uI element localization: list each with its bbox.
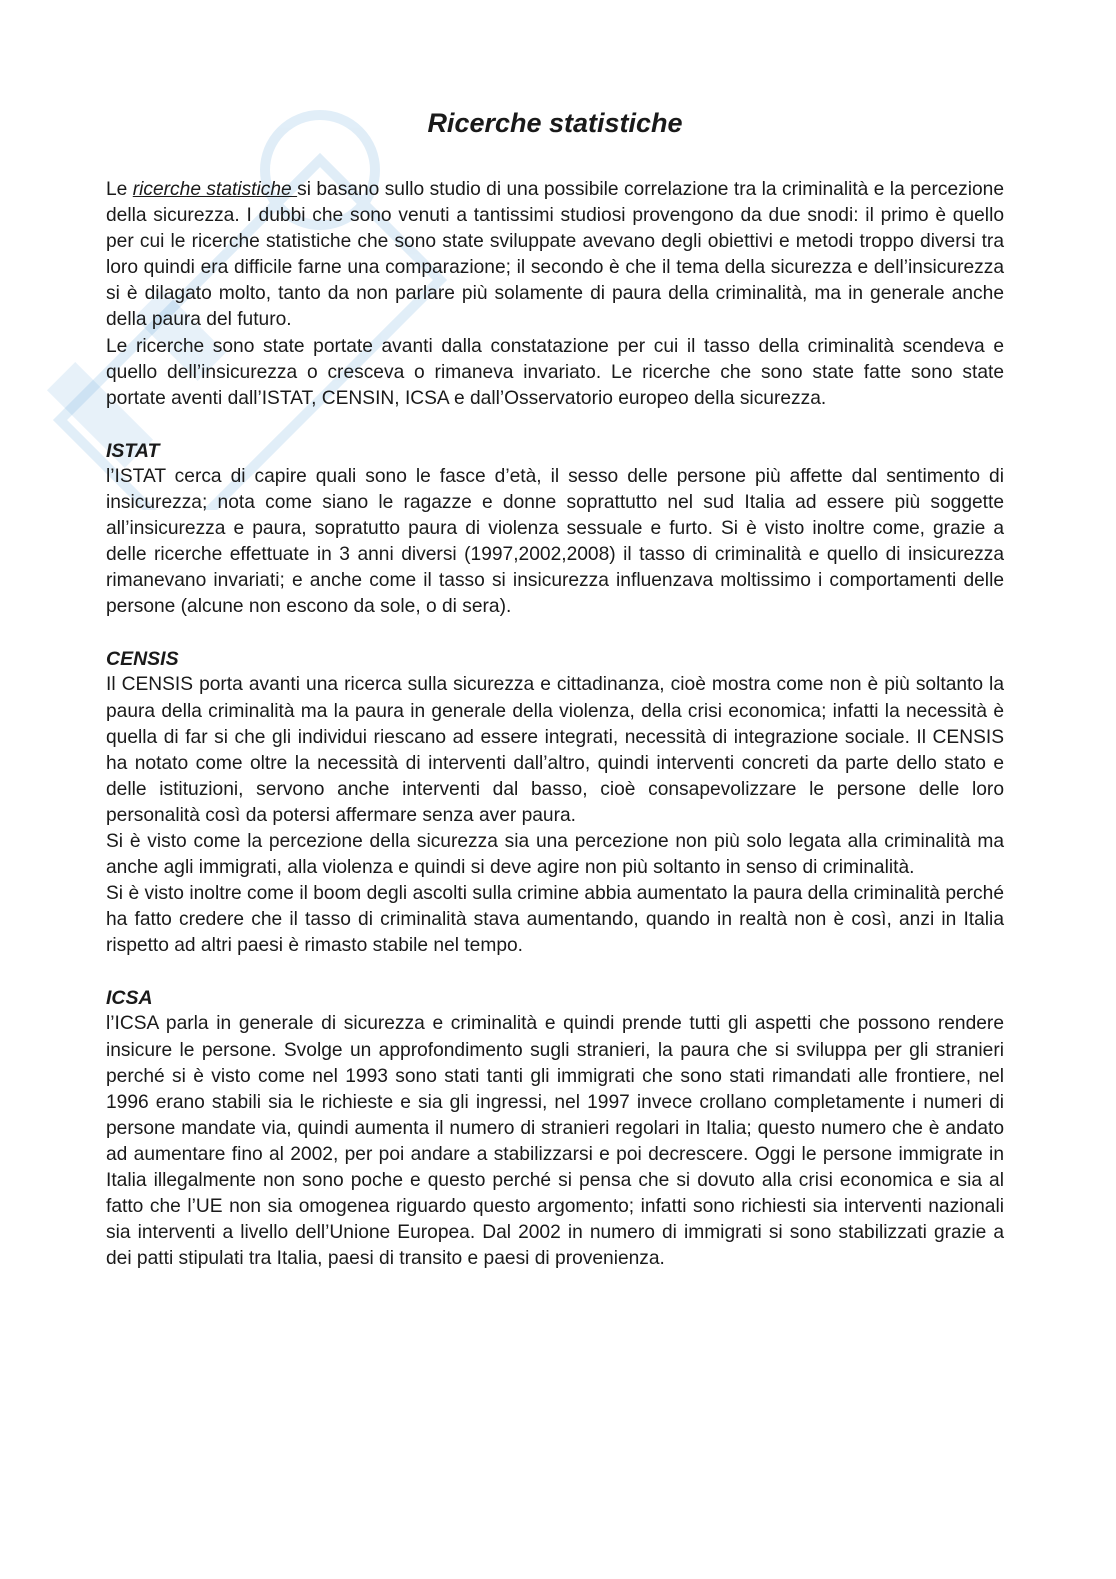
intro-rest: si basano sullo studio di una possibile correlazione tra la criminalità e la percezione della sicurezza. I dubbi che sono venuti a tantissimi studiosi provengono da due snodi: il primo è quello per cui le ricerche statistiche che sono state sviluppate avevano degli obiettivi e metodi troppo diversi tra loro quindi era difficile farne una comparazione; il secondo è che il tema della sicurezza e dell’insicurezza si è dilagato molto, tanto da non parlare più solamente di paura della criminalità, ma in generale anche della paura del futuro. (106, 179, 1005, 331)
intro-prefix: Le (106, 179, 133, 200)
document-page (106, 105, 1004, 1272)
censis-paragraph-2: Si è visto come la percezione della sicurezza sia una percezione non più solo legata alla criminalità ma anche agli immigrati, alla violenza e quindi si deve agire non più soltanto in senso di criminalità. (106, 830, 1004, 879)
icsa-paragraph: l’ICSA parla in generale di sicurezza e criminalità e quindi prende tutti gli aspetti che possono rendere insicure le persone. Svolge un approfondimento sugli stranieri, la paura che si sviluppa per gli stranieri perché si è visto come nel 1993 sono stati tanti gli immigrati che sono stati rimandati alle frontiere, nel 1996 erano stabili sia le richieste e sia gli ingressi, nel 1997 invece crollano completamente i numeri di persone mandate via, quindi aumenta il numero di stranieri regolari in Italia; questo numero che è andato ad aumentare fino al 2002, per poi andare a stabilizzarsi e poi decrescere. Oggi le persone immigrate in Italia illegalmente non sono poche e questo perché si pensa che si dovuto alla crisi economica e sia al fatto che l’UE non sia omogenea riguardo questo argomento; infatti sono richiesti sia interventi nazionali sia interventi a livello dell’Unione Europea. Dal 2002 in numero di immigrati si sono stabilizzati grazie a dei patti stipulati tra Italia, paesi di transito e paesi di provenienza. (106, 1013, 1004, 1270)
intro-paragraph-1 (106, 177, 1004, 334)
censis-paragraph-3: Si è visto inoltre come il boom degli ascolti sulla crimine abbia aumentato la paura della criminalità perché ha fatto credere che il tasso di criminalità stava aumentando, quando in realtà non è così, anzi in Italia rispetto ad altri paesi è rimasto stabile nel tempo. (106, 883, 1004, 957)
section-heading-istat: ISTAT (106, 439, 160, 462)
intro-paragraph-2: Le ricerche sono state portate avanti dalla constatazione per cui il tasso della criminalità scendeva e quello dell’insicurezza o cresceva o rimaneva invariato. Le ricerche che sono state fatte sono state portate aventi dall’ISTAT, CENSIN, ICSA e dall’Osservatorio europeo della sicurezza. (106, 335, 1004, 409)
section-heading-icsa: ICSA (106, 987, 153, 1010)
page-title: Ricerche statistiche (427, 108, 683, 138)
istat-paragraph: l’ISTAT cerca di capire quali sono le fasce d’età, il sesso delle persone più affette dal sentimento di insicurezza; nota come siano le ragazze e donne soprattutto nel sud Italia ad essere più soggette all’insicurezza e paura, sopratutto paura di violenza sessuale e furto. Si è visto inoltre come, grazie a delle ricerche effettuate in 3 anni diversi (1997,2002,2008) il tasso di criminalità e quello di insicurezza rimanevano invariati; e anche come il tasso si insicurezza influenzava moltissimo i comportamenti delle persone (alcune non escono da sole, o di sera). (106, 465, 1004, 618)
intro-term: ricerche statistiche (132, 179, 298, 200)
section-heading-censis: CENSIS (106, 648, 179, 671)
censis-paragraph-1: Il CENSIS porta avanti una ricerca sulla sicurezza e cittadinanza, cioè mostra come non è più soltanto la paura della criminalità ma la paura in generale della violenza, della crisi economica; infatti la necessità è quella di far si che gli individui riescano ad essere integrati, necessità di integrazione sociale. Il CENSIS ha notato come oltre la necessità di interventi dall’altro, quindi interventi concreti da parte dello stato e delle istituzioni, servono anche interventi dal basso, cioè consapevolizzare le persone delle loro personalità così da potersi affermare senza aver paura. (106, 674, 1004, 826)
